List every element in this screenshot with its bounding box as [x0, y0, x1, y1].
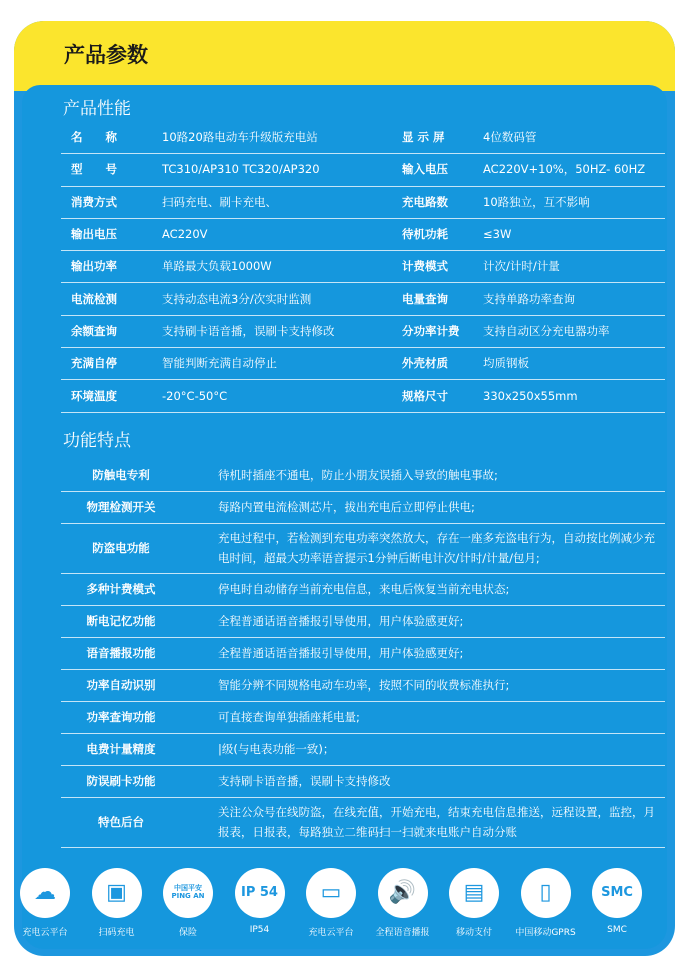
- feature-value: 停电时自动储存当前充电信息，来电后恢复当前充电状态;: [218, 582, 510, 596]
- spec-value: AC220V: [162, 227, 208, 242]
- feature-value: 全程普通话语音播报引导使用，用户体验感更好;: [218, 614, 464, 628]
- spec-key: 显 示 屏: [402, 130, 445, 145]
- spec-key: 型 号: [71, 162, 117, 177]
- icon-label: IP54: [249, 925, 270, 935]
- spec-key: 余额查询: [71, 323, 117, 338]
- icon-label: 扫码充电: [98, 928, 135, 938]
- icon-item: [439, 868, 509, 938]
- spec-key: 分功率计费: [402, 323, 460, 338]
- spec-key: 待机功耗: [402, 227, 448, 242]
- feature-value: 充电过程中，若检测到充电功率突然放大，存在一座多充盗电行为，自动按比例减少充电时间，超最大功率语音提示1分钟后断电计次/计时/计量/包月;: [218, 531, 655, 565]
- feature-key: 语音播报功能: [86, 646, 156, 660]
- insurance-logo-icon: [163, 868, 213, 918]
- spec-key: 环境温度: [71, 388, 117, 403]
- spec-value: 10路独立，互不影响: [483, 194, 590, 209]
- icon-item: [582, 868, 652, 935]
- icon-label: 保险: [178, 928, 197, 938]
- spec-value: 均质钢板: [483, 356, 529, 371]
- feature-key: 特色后台: [98, 815, 144, 829]
- icon-item: [296, 868, 366, 938]
- icon-glyph: IP 54: [241, 884, 278, 900]
- feature-value: |级(与电表功能一致)；: [218, 742, 335, 756]
- feature-row: [61, 733, 665, 766]
- spec-key: 充满自停: [71, 356, 117, 371]
- spec-value: ≤3W: [483, 227, 512, 242]
- spec-value: 支持动态电流3分/次实时监测: [162, 291, 312, 306]
- feature-key: 防盗电功能: [92, 541, 150, 555]
- spec-value: TC310/AP310 TC320/AP320: [162, 162, 320, 177]
- feature-row: [61, 701, 665, 734]
- ip54-icon: [235, 868, 285, 918]
- cloud-icon: [20, 868, 70, 918]
- feature-row: [61, 797, 665, 848]
- spec-key: 输出功率: [71, 259, 117, 274]
- spec-row: [61, 347, 665, 380]
- icon-glyph: SMC: [601, 884, 633, 900]
- spec-key: 电流检测: [71, 291, 117, 306]
- smc-icon: [592, 868, 642, 918]
- feature-key: 多种计费模式: [86, 582, 156, 596]
- icon-glyph: ▣: [106, 879, 127, 905]
- feature-row: [61, 573, 665, 606]
- page-title: 产品参数: [64, 43, 148, 67]
- spec-key: 计费模式: [402, 259, 448, 274]
- spec-row: [61, 315, 665, 348]
- feature-icon-bar: [20, 868, 670, 948]
- spec-key: 电量查询: [402, 291, 448, 306]
- feature-value: 支持刷卡语音播，误刷卡支持修改: [218, 774, 391, 788]
- spec-row: [61, 218, 665, 251]
- feature-row: [61, 459, 665, 492]
- feature-key: 防误刷卡功能: [86, 774, 156, 788]
- spec-row: [61, 250, 665, 283]
- spec-row: [61, 379, 665, 412]
- spec-value: 支持刷卡语音播，误刷卡支持修改: [162, 323, 335, 338]
- spec-row: [61, 121, 665, 154]
- feature-row: [61, 765, 665, 798]
- spec-value: 支持单路功率查询: [483, 291, 575, 306]
- icon-item: [82, 868, 152, 938]
- spec-key: 输出电压: [71, 227, 117, 242]
- spec-value: 计次/计时/计量: [483, 259, 560, 274]
- icon-label: 充电云平台: [22, 928, 68, 938]
- spec-key: 充电路数: [402, 194, 448, 209]
- icon-label: SMC: [607, 925, 627, 935]
- feature-key: 电费计量精度: [86, 742, 156, 756]
- feature-key: 物理检测开关: [86, 500, 156, 514]
- spec-key: 规格尺寸: [402, 388, 448, 403]
- icon-item: [10, 868, 80, 938]
- spec-value: 10路20路电动车升级版充电站: [162, 130, 318, 145]
- icon-item: [511, 868, 581, 938]
- spec-value: 4位数码管: [483, 130, 537, 145]
- spec-row: [61, 186, 665, 219]
- feature-value: 智能分辨不同规格电动车功率，按照不同的收费标准执行;: [218, 678, 510, 692]
- feature-row: [61, 523, 665, 574]
- feature-key: 防触电专利: [92, 468, 150, 482]
- spec-value: 330x250x55mm: [483, 388, 578, 403]
- feature-key: 功率查询功能: [86, 710, 156, 724]
- spec-value: AC220V+10%，50HZ- 60HZ: [483, 162, 646, 177]
- spec-key: 输入电压: [402, 162, 448, 177]
- feature-value: 每路内置电流检测芯片，拔出充电后立即停止供电;: [218, 500, 475, 514]
- feature-value: 可直接查询单独插座耗电量;: [218, 710, 360, 724]
- spec-value: 单路最大负载1000W: [162, 259, 272, 274]
- icon-glyph: ☁: [34, 879, 56, 905]
- spec-value: 扫码充电、刷卡充电、: [162, 194, 277, 209]
- speaker-icon: [378, 868, 428, 918]
- gprs-icon: [521, 868, 571, 918]
- feature-row: [61, 491, 665, 524]
- spec-key: 消费方式: [71, 194, 117, 209]
- spec-value: 支持自动区分充电器功率: [483, 323, 610, 338]
- spec-value: 智能判断充满自动停止: [162, 356, 277, 371]
- feature-key: 功率自动识别: [86, 678, 156, 692]
- feature-value: 全程普通话语音播报引导使用，用户体验感更好;: [218, 646, 464, 660]
- feature-row: [61, 637, 665, 670]
- icon-label: 中国移动GPRS: [515, 928, 576, 938]
- card-header: [14, 21, 675, 91]
- icon-item: [153, 868, 223, 938]
- spec-row: [61, 283, 665, 316]
- icon-glyph: ▯: [539, 879, 552, 905]
- product-card: [14, 21, 675, 956]
- feature-row: [61, 669, 665, 702]
- feature-row: [61, 605, 665, 638]
- spec-row: [61, 153, 665, 186]
- icon-item: [225, 868, 295, 935]
- monitor-icon: [306, 868, 356, 918]
- icon-label: 移动支付: [455, 928, 492, 938]
- scan-icon: [92, 868, 142, 918]
- feature-key: 断电记忆功能: [86, 614, 156, 628]
- icon-glyph: 🔊: [388, 879, 417, 905]
- icon-glyph: 中国平安 PING AN: [171, 884, 205, 900]
- icon-glyph: ▭: [320, 879, 342, 905]
- spec-key: 名 称: [71, 130, 117, 145]
- section-title-performance: 产品性能: [63, 99, 131, 119]
- icon-item: [368, 868, 438, 938]
- icon-glyph: ▤: [463, 879, 485, 905]
- mobile-pay-icon: [449, 868, 499, 918]
- spec-value: -20°C-50°C: [162, 388, 228, 403]
- spec-key: 外壳材质: [402, 356, 448, 371]
- icon-label: 充电云平台: [308, 928, 354, 938]
- feature-value: 关注公众号在线防盗，在线充值，开始充电，结束充电信息推送，远程设置，监控，月报表，日报表，每路独立二维码扫一扫就来电账户自动分账: [218, 805, 655, 839]
- section-title-features: 功能特点: [63, 431, 131, 451]
- icon-label: 全程语音播报: [375, 928, 430, 938]
- feature-value: 待机时插座不通电，防止小朋友误插入导致的触电事故;: [218, 468, 498, 482]
